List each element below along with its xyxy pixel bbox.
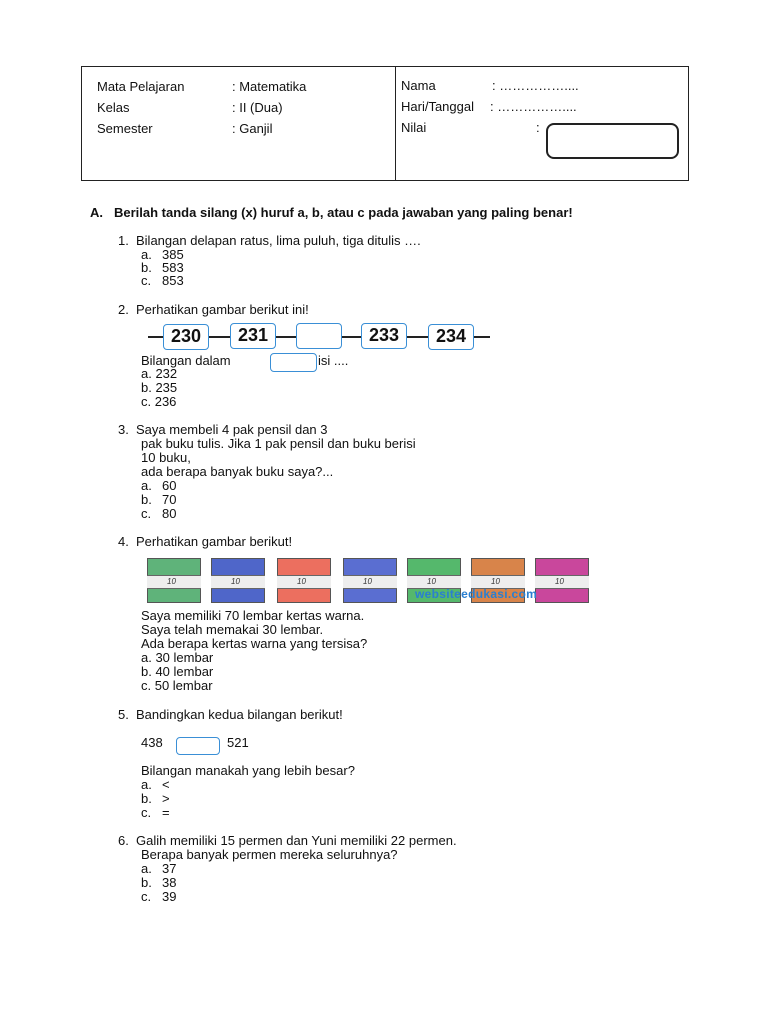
q5-answer-box[interactable] [176,737,220,755]
q4-number: 4. [118,534,129,549]
q1-option-c[interactable]: 853 [162,273,184,288]
q6-option-b-letter: b. [141,875,152,890]
q3-line-4: ada berapa banyak buku saya?... [141,464,334,479]
q1-option-a-letter: a. [141,247,152,262]
q1-option-c-letter: c. [141,273,152,288]
colored-paper-stack [535,558,589,603]
score-label: Nilai [401,120,427,135]
paper-band [211,575,265,589]
q4-option-a[interactable]: a. 30 lembar [141,650,214,665]
q5-option-b[interactable]: > [162,791,170,806]
q3-line-2: pak buku tulis. Jika 1 pak pensil dan buku berisi [141,436,416,451]
q1-text: Bilangan delapan ratus, lima puluh, tiga ditulis …. [136,233,421,248]
q3-line-3: 10 buku, [141,450,191,465]
class-label: Kelas [97,100,130,115]
q5-option-c-letter: c. [141,805,152,820]
q5-option-c[interactable]: = [162,805,170,820]
numberline-box-231: 231 [230,323,276,349]
q1-option-b-letter: b. [141,260,152,275]
colored-paper-stack [147,558,201,603]
q2-option-b[interactable]: b. 235 [141,380,178,395]
q4-text-line-2: Saya telah memakai 30 lembar. [141,622,324,637]
paper-count-label: 10 [167,577,176,586]
colored-paper-stack [343,558,397,603]
q2-number: 2. [118,302,129,317]
semester-value: : Ganjil [232,121,273,136]
watermark-text: websiteedukasi.com [415,587,538,601]
q4-text: Perhatikan gambar berikut! [136,534,293,549]
q5-right-number: 521 [227,735,249,750]
name-field[interactable]: : …………….... [492,78,579,93]
score-colon: : [536,120,540,135]
q5-left-number: 438 [141,735,163,750]
q6-option-c-letter: c. [141,889,152,904]
q6-option-c[interactable]: 39 [162,889,177,904]
date-label: Hari/Tanggal [401,99,474,114]
q6-line-2: Berapa banyak permen mereka seluruhnya? [141,847,398,862]
paper-band [147,575,201,589]
numberline-box-233: 233 [361,323,407,349]
q5-option-a[interactable]: < [162,777,170,792]
q2-text: Perhatikan gambar berikut ini! [136,302,309,317]
q4-text-line-1: Saya memiliki 70 lembar kertas warna. [141,608,365,623]
numberline-box-234: 234 [428,324,474,350]
q5-option-b-letter: b. [141,791,152,806]
q3-number: 3. [118,422,129,437]
q6-line-1: Galih memiliki 15 permen dan Yuni memiliki 22 permen. [136,833,457,848]
q2-question-post: isi .... [318,353,349,368]
section-letter: A. [90,205,103,220]
paper-band [343,575,397,589]
q1-option-a[interactable]: 385 [162,247,184,262]
q1-number: 1. [118,233,129,248]
q3-option-b[interactable]: 70 [162,492,177,507]
colored-paper-stack [277,558,331,603]
q6-option-a-letter: a. [141,861,152,876]
paper-count-label: 10 [231,577,240,586]
q3-option-a[interactable]: 60 [162,478,177,493]
q2-option-a[interactable]: a. 232 [141,366,178,381]
paper-count-label: 10 [555,577,564,586]
q2-option-c[interactable]: c. 236 [141,394,177,409]
q6-number: 6. [118,833,129,848]
header-divider [395,67,396,180]
q5-number: 5. [118,707,129,722]
subject-value: : Matematika [232,79,307,94]
paper-count-label: 10 [297,577,306,586]
colored-paper-stack [211,558,265,603]
q3-option-b-letter: b. [141,492,152,507]
section-instruction: Berilah tanda silang (x) huruf a, b, atau c pada jawaban yang paling benar! [114,205,573,220]
numberline-box-230: 230 [163,324,209,350]
q3-option-c[interactable]: 80 [162,506,177,521]
paper-count-label: 10 [427,577,436,586]
q6-option-a[interactable]: 37 [162,861,177,876]
q4-option-c[interactable]: c. 50 lembar [141,678,213,693]
name-label: Nama [401,78,436,93]
q5-text: Bandingkan kedua bilangan berikut! [136,707,343,722]
q6-option-b[interactable]: 38 [162,875,177,890]
q1-option-b[interactable]: 583 [162,260,184,275]
numberline-box-blank[interactable] [296,323,342,349]
class-value: : II (Dua) [232,100,283,115]
paper-count-label: 10 [363,577,372,586]
q3-option-c-letter: c. [141,506,152,521]
paper-count-label: 10 [491,577,500,586]
q4-option-b[interactable]: b. 40 lembar [141,664,214,679]
q5-question: Bilangan manakah yang lebih besar? [141,763,355,778]
semester-label: Semester [97,121,153,136]
q5-option-a-letter: a. [141,777,152,792]
q2-question-pre: Bilangan dalam [141,353,231,368]
q2-answer-box[interactable] [270,353,317,372]
q4-text-line-3: Ada berapa kertas warna yang tersisa? [141,636,368,651]
score-box[interactable] [546,123,679,159]
q3-option-a-letter: a. [141,478,152,493]
paper-band [535,575,589,589]
subject-label: Mata Pelajaran [97,79,185,94]
paper-band [277,575,331,589]
date-field[interactable]: : …………….... [490,99,577,114]
q3-line-1: Saya membeli 4 pak pensil dan 3 [136,422,328,437]
